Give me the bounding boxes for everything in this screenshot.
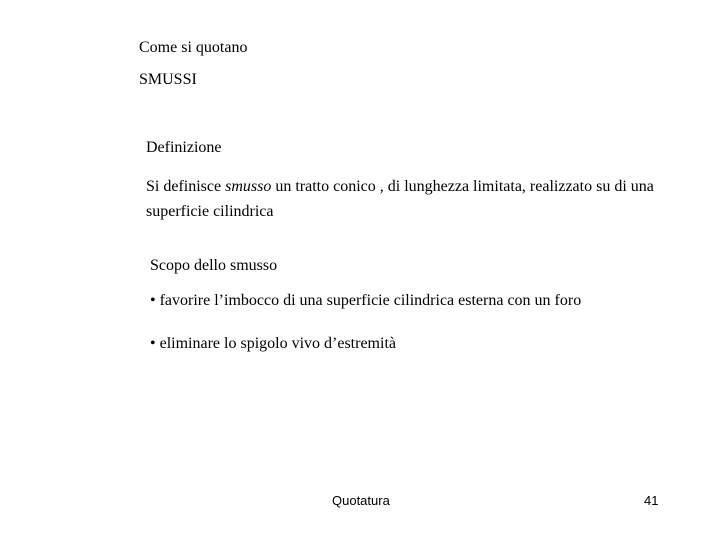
footer-title: Quotatura [332,493,390,508]
scope-bullet: • eliminare lo spigolo vivo d’estremità [150,335,396,352]
scope-heading: Scopo dello smusso [150,257,278,274]
definition-paragraph [146,174,686,224]
definition-term: smusso [225,178,272,195]
page-number: 41 [644,493,659,508]
scope-bullet: • favorire l’imbocco di una superficie cilindrica esterna con un foro [150,292,582,309]
slide-title: SMUSSI [139,71,197,88]
definition-text-before: Si definisce [146,178,226,195]
slide-kicker: Come si quotano [139,39,248,56]
definition-text-after: un tratto conico , di lunghezza limitata, realizzato su di una superficie cilindrica [146,178,654,220]
definition-heading: Definizione [146,139,222,156]
